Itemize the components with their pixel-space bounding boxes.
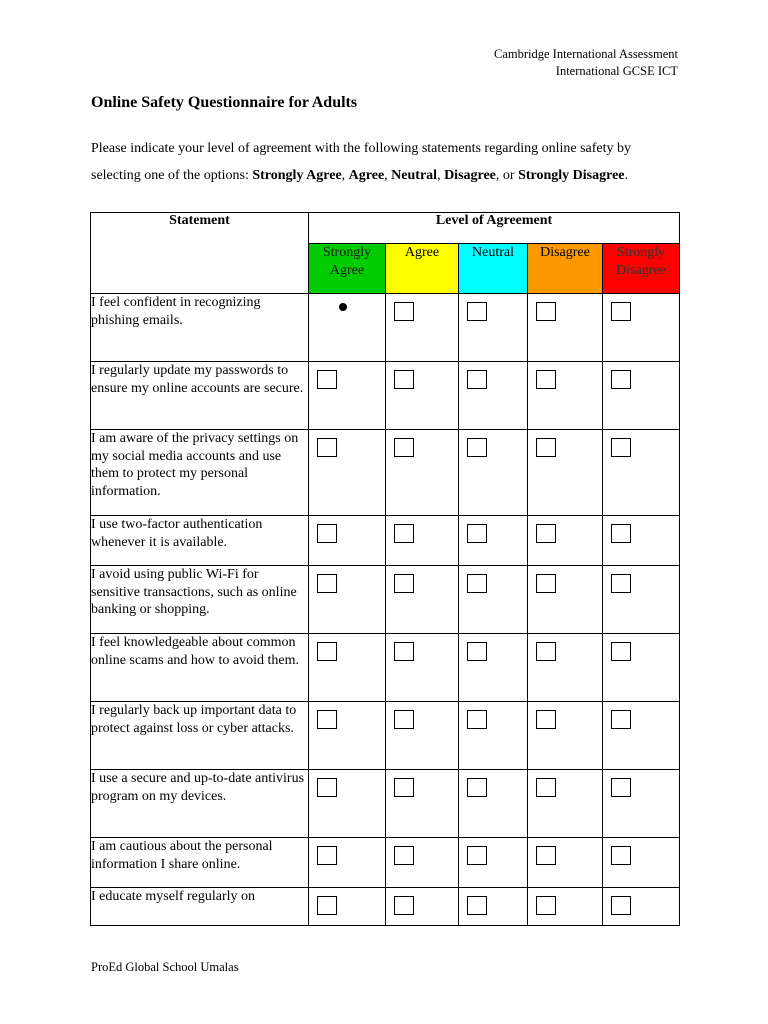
statement-row xyxy=(91,634,680,702)
checkbox-neutral[interactable] xyxy=(467,642,487,661)
intro-option-disagree: Disagree xyxy=(444,168,496,183)
checkbox-disagree[interactable] xyxy=(536,642,556,661)
statement-row xyxy=(91,888,680,926)
statement-row xyxy=(91,294,680,362)
checkbox-strongly-agree[interactable] xyxy=(317,574,337,593)
checkbox-disagree[interactable] xyxy=(536,438,556,457)
checkbox-strongly-agree[interactable] xyxy=(317,370,337,389)
response-cell-neutral[interactable] xyxy=(459,634,528,702)
response-cell-disagree[interactable] xyxy=(528,888,603,926)
checkbox-neutral[interactable] xyxy=(467,302,487,321)
intro-option-neutral: Neutral xyxy=(391,168,438,183)
response-cell-strongly-disagree[interactable] xyxy=(603,430,680,516)
response-cell-strongly-disagree[interactable] xyxy=(603,634,680,702)
statement-row xyxy=(91,770,680,838)
checkbox-agree[interactable] xyxy=(394,778,414,797)
checkbox-disagree[interactable] xyxy=(536,524,556,543)
response-cell-disagree[interactable] xyxy=(528,362,603,430)
response-cell-disagree[interactable] xyxy=(528,634,603,702)
intro-end: . xyxy=(624,168,628,183)
response-cell-agree[interactable] xyxy=(386,430,459,516)
checkbox-disagree[interactable] xyxy=(536,370,556,389)
statement-text: I educate myself regularly on xyxy=(91,888,309,926)
checkbox-neutral[interactable] xyxy=(467,438,487,457)
response-cell-disagree[interactable] xyxy=(528,702,603,770)
statement-row xyxy=(91,838,680,888)
response-cell-neutral[interactable] xyxy=(459,566,528,634)
checkbox-strongly-agree[interactable] xyxy=(317,896,337,915)
intro-separator: , xyxy=(384,168,392,183)
response-cell-strongly-agree[interactable] xyxy=(309,838,386,888)
response-cell-strongly-agree[interactable] xyxy=(309,634,386,702)
response-cell-agree[interactable] xyxy=(386,702,459,770)
response-cell-strongly-agree[interactable] xyxy=(309,702,386,770)
checkbox-disagree[interactable] xyxy=(536,710,556,729)
checkbox-agree[interactable] xyxy=(394,710,414,729)
statement-row xyxy=(91,516,680,566)
selected-bullet-icon xyxy=(339,303,347,311)
response-cell-neutral[interactable] xyxy=(459,702,528,770)
page-header xyxy=(494,46,678,80)
statement-text: I use two-factor authentication whenever it is available. xyxy=(91,516,309,566)
header-line-2: International GCSE ICT xyxy=(555,64,678,78)
response-cell-strongly-agree[interactable] xyxy=(309,430,386,516)
response-cell-agree[interactable] xyxy=(386,838,459,888)
checkbox-neutral[interactable] xyxy=(467,370,487,389)
checkbox-agree[interactable] xyxy=(394,846,414,865)
checkbox-strongly-disagree[interactable] xyxy=(611,302,631,321)
statement-row xyxy=(91,566,680,634)
response-cell-agree[interactable] xyxy=(386,362,459,430)
response-cell-agree[interactable] xyxy=(386,888,459,926)
checkbox-agree[interactable] xyxy=(394,896,414,915)
checkbox-strongly-agree[interactable] xyxy=(317,642,337,661)
intro-separator: , or xyxy=(495,168,519,183)
response-cell-neutral[interactable] xyxy=(459,770,528,838)
response-cell-neutral[interactable] xyxy=(459,294,528,362)
checkbox-agree[interactable] xyxy=(394,302,414,321)
checkbox-strongly-agree[interactable] xyxy=(317,438,337,457)
response-cell-neutral[interactable] xyxy=(459,430,528,516)
response-cell-strongly-agree[interactable] xyxy=(309,362,386,430)
questionnaire-table xyxy=(90,212,680,926)
statement-text: I regularly update my passwords to ensure my online accounts are secure. xyxy=(91,362,309,430)
checkbox-strongly-disagree[interactable] xyxy=(611,370,631,389)
checkbox-neutral[interactable] xyxy=(467,710,487,729)
response-cell-strongly-disagree[interactable] xyxy=(603,566,680,634)
statement-text: I regularly back up important data to protect against loss or cyber attacks. xyxy=(91,702,309,770)
checkbox-neutral[interactable] xyxy=(467,524,487,543)
intro-text: Please indicate your level of agreement with the following statements regarding online safety by selecting one of the options: xyxy=(91,141,631,183)
response-cell-agree[interactable] xyxy=(386,516,459,566)
checkbox-neutral[interactable] xyxy=(467,846,487,865)
intro-separator: , xyxy=(437,168,445,183)
response-cell-strongly-disagree[interactable] xyxy=(603,294,680,362)
response-cell-disagree[interactable] xyxy=(528,516,603,566)
response-cell-disagree[interactable] xyxy=(528,294,603,362)
statement-row xyxy=(91,430,680,516)
response-cell-strongly-disagree[interactable] xyxy=(603,702,680,770)
option-header-agree: Agree xyxy=(386,244,459,294)
checkbox-neutral[interactable] xyxy=(467,574,487,593)
checkbox-strongly-disagree[interactable] xyxy=(611,896,631,915)
header-line-1: Cambridge International Assessment xyxy=(494,47,678,61)
response-cell-strongly-disagree[interactable] xyxy=(603,888,680,926)
checkbox-agree[interactable] xyxy=(394,642,414,661)
level-of-agreement-header: Level of Agreement xyxy=(309,213,680,244)
checkbox-strongly-disagree[interactable] xyxy=(611,438,631,457)
response-cell-strongly-disagree[interactable] xyxy=(603,770,680,838)
response-cell-strongly-disagree[interactable] xyxy=(603,362,680,430)
statement-text: I use a secure and up-to-date antivirus program on my devices. xyxy=(91,770,309,838)
response-cell-strongly-disagree[interactable] xyxy=(603,838,680,888)
statement-text: I feel confident in recognizing phishing emails. xyxy=(91,294,309,362)
checkbox-strongly-agree[interactable] xyxy=(317,778,337,797)
checkbox-strongly-disagree[interactable] xyxy=(611,642,631,661)
option-header-strongly-disagree: Strongly Disagree xyxy=(603,244,680,294)
checkbox-strongly-agree[interactable] xyxy=(317,846,337,865)
intro-paragraph xyxy=(91,135,681,189)
checkbox-disagree[interactable] xyxy=(536,574,556,593)
checkbox-disagree[interactable] xyxy=(536,778,556,797)
response-cell-strongly-agree[interactable] xyxy=(309,770,386,838)
checkbox-strongly-disagree[interactable] xyxy=(611,574,631,593)
checkbox-neutral[interactable] xyxy=(467,778,487,797)
response-cell-neutral[interactable] xyxy=(459,362,528,430)
response-cell-agree[interactable] xyxy=(386,566,459,634)
checkbox-agree[interactable] xyxy=(394,574,414,593)
response-cell-strongly-agree[interactable] xyxy=(309,516,386,566)
checkbox-strongly-disagree[interactable] xyxy=(611,524,631,543)
response-cell-disagree[interactable] xyxy=(528,566,603,634)
checkbox-strongly-agree[interactable] xyxy=(317,710,337,729)
checkbox-agree[interactable] xyxy=(394,524,414,543)
response-cell-agree[interactable] xyxy=(386,294,459,362)
response-cell-disagree[interactable] xyxy=(528,770,603,838)
checkbox-strongly-disagree[interactable] xyxy=(611,778,631,797)
intro-option-strongly-disagree: Strongly Disagree xyxy=(518,168,625,183)
checkbox-disagree[interactable] xyxy=(536,846,556,865)
statement-row xyxy=(91,362,680,430)
response-cell-strongly-agree[interactable] xyxy=(309,566,386,634)
checkbox-agree[interactable] xyxy=(394,438,414,457)
response-cell-disagree[interactable] xyxy=(528,430,603,516)
statement-text: I avoid using public Wi-Fi for sensitive transactions, such as online banking or shopping. xyxy=(91,566,309,634)
response-cell-strongly-agree[interactable] xyxy=(309,888,386,926)
response-cell-neutral[interactable] xyxy=(459,838,528,888)
intro-option-strongly-agree: Strongly Agree xyxy=(252,168,342,183)
response-cell-agree[interactable] xyxy=(386,634,459,702)
page-footer: ProEd Global School Umalas xyxy=(91,960,239,974)
statement-text: I am aware of the privacy settings on my social media accounts and use them to protect my personal information. xyxy=(91,430,309,516)
checkbox-disagree[interactable] xyxy=(536,896,556,915)
intro-option-agree: Agree xyxy=(348,168,385,183)
response-cell-strongly-disagree[interactable] xyxy=(603,516,680,566)
checkbox-strongly-disagree[interactable] xyxy=(611,710,631,729)
statement-column-header: Statement xyxy=(91,213,309,294)
intro-separator: , xyxy=(341,168,349,183)
option-header-neutral: Neutral xyxy=(459,244,528,294)
response-cell-disagree[interactable] xyxy=(528,838,603,888)
response-cell-strongly-agree[interactable] xyxy=(309,294,386,362)
statement-text: I am cautious about the personal information I share online. xyxy=(91,838,309,888)
checkbox-disagree[interactable] xyxy=(536,302,556,321)
page-title: Online Safety Questionnaire for Adults xyxy=(91,94,358,111)
option-header-disagree: Disagree xyxy=(528,244,603,294)
checkbox-agree[interactable] xyxy=(394,370,414,389)
response-cell-neutral[interactable] xyxy=(459,516,528,566)
statement-text: I feel knowledgeable about common online scams and how to avoid them. xyxy=(91,634,309,702)
checkbox-strongly-agree[interactable] xyxy=(317,524,337,543)
response-cell-neutral[interactable] xyxy=(459,888,528,926)
statement-row xyxy=(91,702,680,770)
option-header-strongly-agree: Strongly Agree xyxy=(309,244,386,294)
checkbox-strongly-disagree[interactable] xyxy=(611,846,631,865)
response-cell-agree[interactable] xyxy=(386,770,459,838)
checkbox-neutral[interactable] xyxy=(467,896,487,915)
